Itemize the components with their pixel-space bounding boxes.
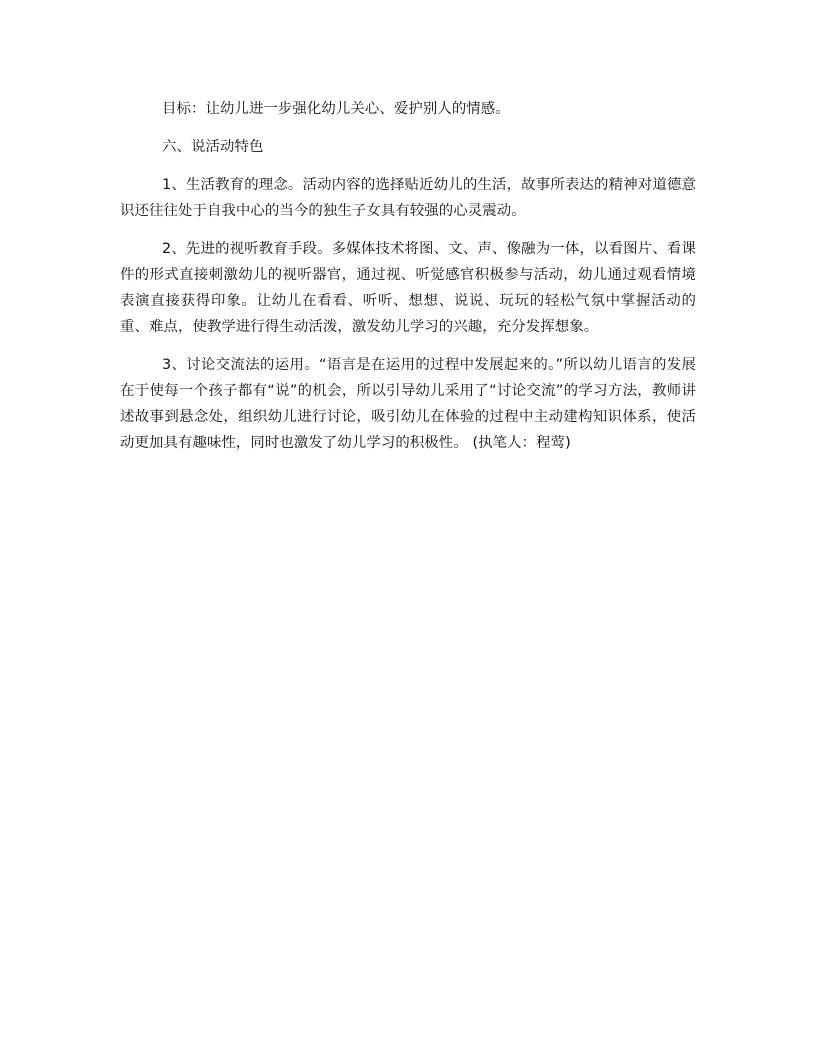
goal-paragraph: 目标：让幼儿进一步强化幼儿关心、爱护别人的情感。 bbox=[162, 101, 510, 117]
feature-paragraph-3: 3、讨论交流法的运用。“语言是在运用的过程中发展起来的。”所以幼儿语言的发展在于使每一个孩子都有“说”的机会，所以引导幼儿采用了“讨论交流”的学习方法，教师讲述故事到悬念处，组织幼儿进行讨论，吸引幼儿在体验的过程中主动建构知识体系，使活动更加具有趣味性，同时也激发了幼儿学习的积极性。 (执笔人：程莺) bbox=[120, 357, 696, 451]
document-body bbox=[120, 96, 696, 456]
section-heading: 六、说活动特色 bbox=[162, 139, 264, 155]
feature-paragraph-1: 1、生活教育的理念。活动内容的选择贴近幼儿的生活，故事所表达的精神对道德意识还往往处于自我中心的当今的独生子女具有较强的心灵震动。 bbox=[120, 177, 696, 219]
feature-paragraph-2: 2、先进的视听教育手段。多媒体技术将图、文、声、像融为一体，以看图片、看课件的形式直接刺激幼儿的视听器官，通过视、听觉感官积极参与活动，幼儿通过观看情境表演直接获得印象。让幼儿在看看、听听、想想、说说、玩玩的轻松气氛中掌握活动的重、难点，使教学进行得生动活泼，激发幼儿学习的兴趣，充分发挥想象。 bbox=[120, 241, 696, 335]
